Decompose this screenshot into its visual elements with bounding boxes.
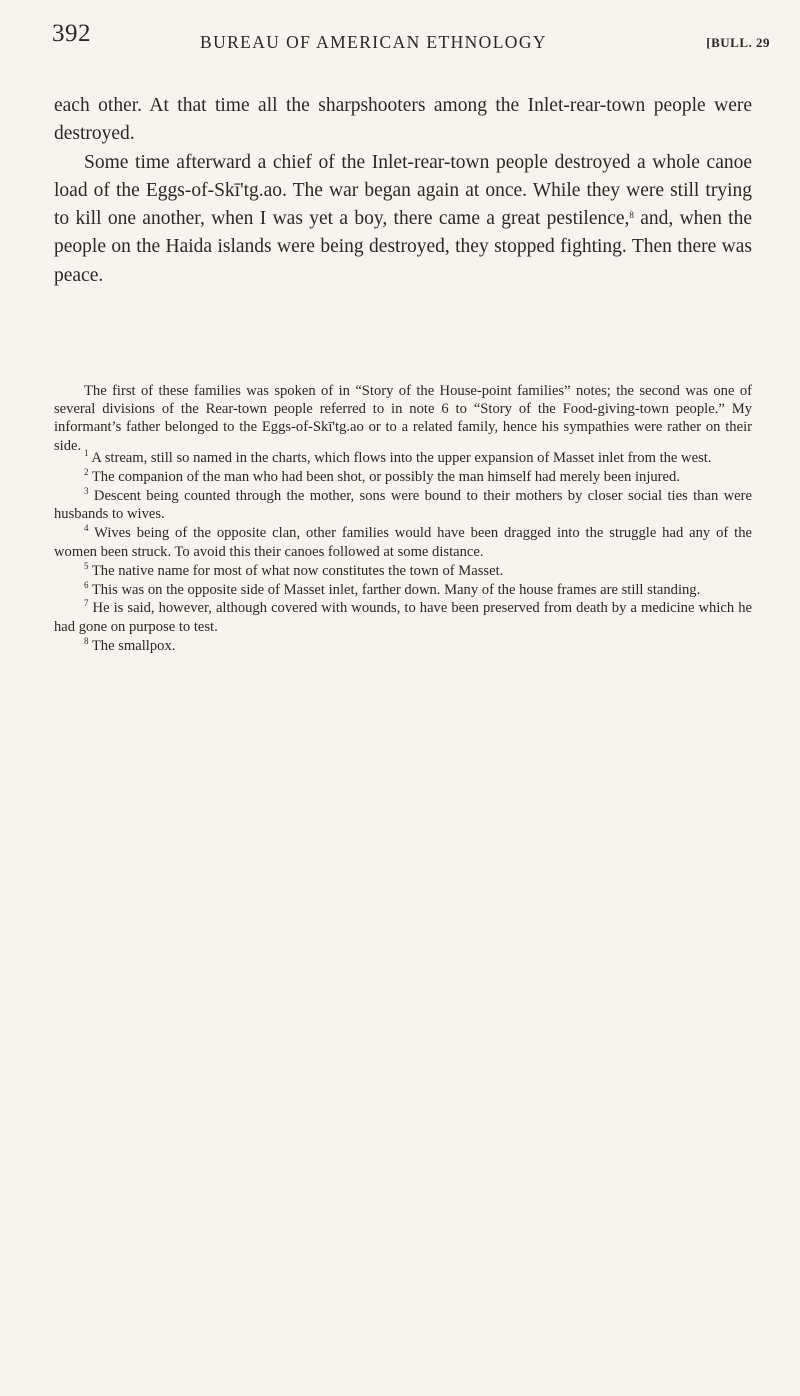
footnote bbox=[54, 468, 752, 487]
footnote bbox=[54, 599, 752, 637]
footnote-number: 4 bbox=[84, 523, 89, 534]
paragraph-pestilence bbox=[54, 149, 752, 290]
footnote-text: A stream, still so named in the charts, which flows into the upper expansion of Masset inlet from the west. bbox=[91, 450, 712, 466]
footnote-ref: 8 bbox=[629, 210, 634, 221]
footnote-text: He is said, however, although covered with wounds, to have been preserved from death by a medicine which he had gone on purpose to test. bbox=[54, 600, 752, 636]
paragraph-text-part: Some time afterward a chief of the Inlet-rear-town people destroyed a whole canoe load of the Eggs-of-Skī'tg.ao. The war began again at once. While they were still trying to kill one another, when I was yet a boy, there came a great pestilence, bbox=[54, 151, 752, 230]
footnote bbox=[54, 449, 752, 468]
footnote-number: 1 bbox=[84, 448, 89, 458]
footnote bbox=[54, 524, 752, 562]
explanatory-note: The first of these families was spoken of in “Story of the House-point families” notes; the second was one of several divisions of the Rear-town people referred to in note 6 to “Story of the Food-giving-town people.” My informant’s father belonged to the Eggs-of-Skī'tg.ao or to a related family, hence his sympathies were rather on their side. bbox=[54, 382, 752, 454]
footnote bbox=[54, 487, 752, 525]
footnote-text: The companion of the man who had been shot, or possibly the man himself had merely been injured. bbox=[91, 468, 680, 485]
main-text bbox=[54, 92, 752, 290]
footnote bbox=[54, 562, 752, 581]
running-head: BUREAU OF AMERICAN ETHNOLOGY bbox=[200, 32, 547, 52]
footnote-text: The smallpox. bbox=[91, 637, 176, 654]
footnote-number: 7 bbox=[84, 598, 89, 609]
page-number: 392 bbox=[52, 20, 91, 47]
footnote-text: This was on the opposite side of Masset inlet, farther down. Many of the house frames are still standing. bbox=[91, 581, 701, 598]
page-header bbox=[52, 14, 770, 54]
footnote-number: 6 bbox=[84, 579, 89, 590]
footnote-number: 2 bbox=[84, 466, 89, 477]
footnote-number: 8 bbox=[84, 635, 89, 646]
footnotes bbox=[54, 449, 752, 656]
footnote bbox=[54, 637, 752, 656]
footnote-text: Wives being of the opposite clan, other families would have been dragged into the struggle had any of the women been struck. To avoid this their canoes followed at some distance. bbox=[54, 525, 752, 560]
footnote bbox=[54, 581, 752, 600]
footnote-number: 3 bbox=[84, 485, 89, 496]
paragraph-text-part: and, when the people on the Haida islands were being destroyed, they stopped fighting. Then there was peace. bbox=[54, 208, 752, 286]
bulletin-reference: [BULL. 29 bbox=[706, 35, 770, 50]
footnote-number: 5 bbox=[84, 560, 89, 571]
footnote-text: The native name for most of what now constitutes the town of Masset. bbox=[91, 562, 504, 579]
footnote-text: Descent being counted through the mother, sons were bound to their mothers by closer social ties than were husbands to wives. bbox=[54, 487, 752, 523]
paragraph-continued: each other. At that time all the sharpshooters among the Inlet-rear-town people were destroyed. bbox=[54, 95, 752, 145]
